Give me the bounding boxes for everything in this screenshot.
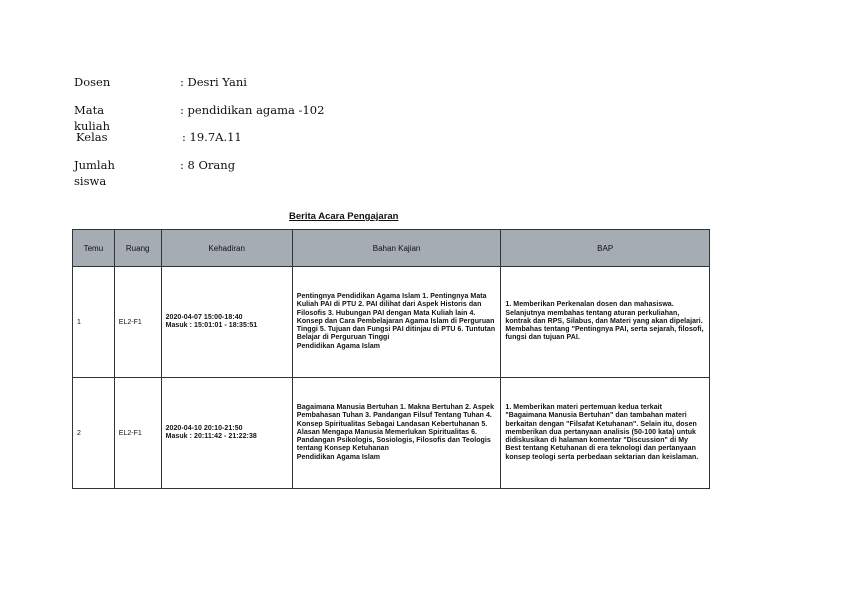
attendance-table bbox=[72, 229, 710, 489]
table-header-row bbox=[73, 230, 710, 267]
header-temu: Temu bbox=[73, 230, 115, 267]
jumlah-siswa-value: : 8 Orang bbox=[180, 157, 236, 172]
header-ruang: Ruang bbox=[114, 230, 161, 267]
table-row bbox=[73, 378, 710, 489]
bahan-text: Bagaimana Manusia Bertuhan 1. Makna Bertuhan 2. Aspek Pembahasan Tuhan 3. Pandangan Filsuf Tentang Tuhan 4. Konsep Spiritualitas Sebagai Landasan Kebertuhanan 5. Alasan Mengapa Manusia Memerlukan Spiritualitas 6. Pandangan Psikologis, Sosiologis, Filosofis dan Teologis tentang Konsep Ketuhanan bbox=[296, 404, 495, 453]
cell-temu: 2 bbox=[73, 378, 115, 489]
cell-bahan-kajian bbox=[292, 267, 501, 378]
kelas-value: : 19.7A.11 bbox=[182, 130, 242, 144]
cell-bahan-kajian bbox=[292, 378, 501, 489]
mata-kuliah-value: : pendidikan agama -102 bbox=[180, 102, 325, 117]
header-kehadiran: Kehadiran bbox=[161, 230, 292, 267]
cell-ruang: EL2-F1 bbox=[114, 378, 161, 489]
kehadiran-schedule: 2020-04-10 20:10-21:50 bbox=[165, 424, 243, 432]
table-title: Berita Acara Pengajaran bbox=[289, 211, 399, 222]
kehadiran-masuk: Masuk : 15:01:01 - 18:35:51 bbox=[165, 322, 258, 329]
cell-temu: 1 bbox=[73, 267, 115, 378]
header-bap: BAP bbox=[501, 230, 710, 267]
cell-kehadiran bbox=[161, 267, 292, 378]
mata-kuliah-label: Mata kuliah bbox=[74, 102, 110, 133]
jumlah-siswa-label: Jumlah siswa bbox=[74, 157, 115, 188]
kehadiran-masuk: Masuk : 20:11:42 - 21:22:38 bbox=[165, 433, 257, 440]
header-bahan-kajian: Bahan Kajian bbox=[292, 230, 501, 267]
bahan-sub: Pendidikan Agama Islam bbox=[296, 453, 381, 461]
kehadiran-schedule: 2020-04-07 15:00-18:40 bbox=[165, 313, 243, 321]
cell-ruang: EL2-F1 bbox=[114, 267, 161, 378]
cell-kehadiran bbox=[161, 378, 292, 489]
dosen-value: : Desri Yani bbox=[180, 75, 247, 89]
kelas-label: Kelas bbox=[76, 130, 108, 144]
bahan-sub: Pendidikan Agama Islam bbox=[296, 342, 381, 350]
cell-bap: 1. Memberikan materi pertemuan kedua terkait "Bagaimana Manusia Bertuhan" dan tambahan materi berkaitan dengan "Filsafat Ketuhanan". Selain itu, dosen memberikan dua pertanyaan analisis (50-100 kata) untuk didiskusikan di halaman komentar "Discussion" di My Best tentang Ketuhanan di era teknologi dan pertanyaan konsep teologi serta perbedaan sektarian dan keislaman. bbox=[501, 378, 710, 489]
dosen-label: Dosen bbox=[74, 75, 111, 89]
bahan-text: Pentingnya Pendidikan Agama Islam 1. Pentingnya Mata Kuliah PAI di PTU 2. PAI dilihat dari Aspek Historis dan Filosofis 3. Hubungan PAI dengan Mata Kuliah lain 4. Konsep dan Cara Pembelajaran Agama Islam di Perguruan Tinggi 5. Tujuan dan Fungsi PAI ditinjau di PTU 6. Tuntutan Belajar di Perguruan Tinggi bbox=[296, 293, 496, 342]
cell-bap: 1. Memberikan Perkenalan dosen dan mahasiswa. Selanjutnya membahas tentang aturan perkuliahan, kontrak dan RPS, Silabus, dan Materi yang akan dipelajari. Membahas tentang "Pentingnya PAI, serta sejarah, filosofi, fungsi dan tujuan PAI. bbox=[501, 267, 710, 378]
table-row bbox=[73, 267, 710, 378]
